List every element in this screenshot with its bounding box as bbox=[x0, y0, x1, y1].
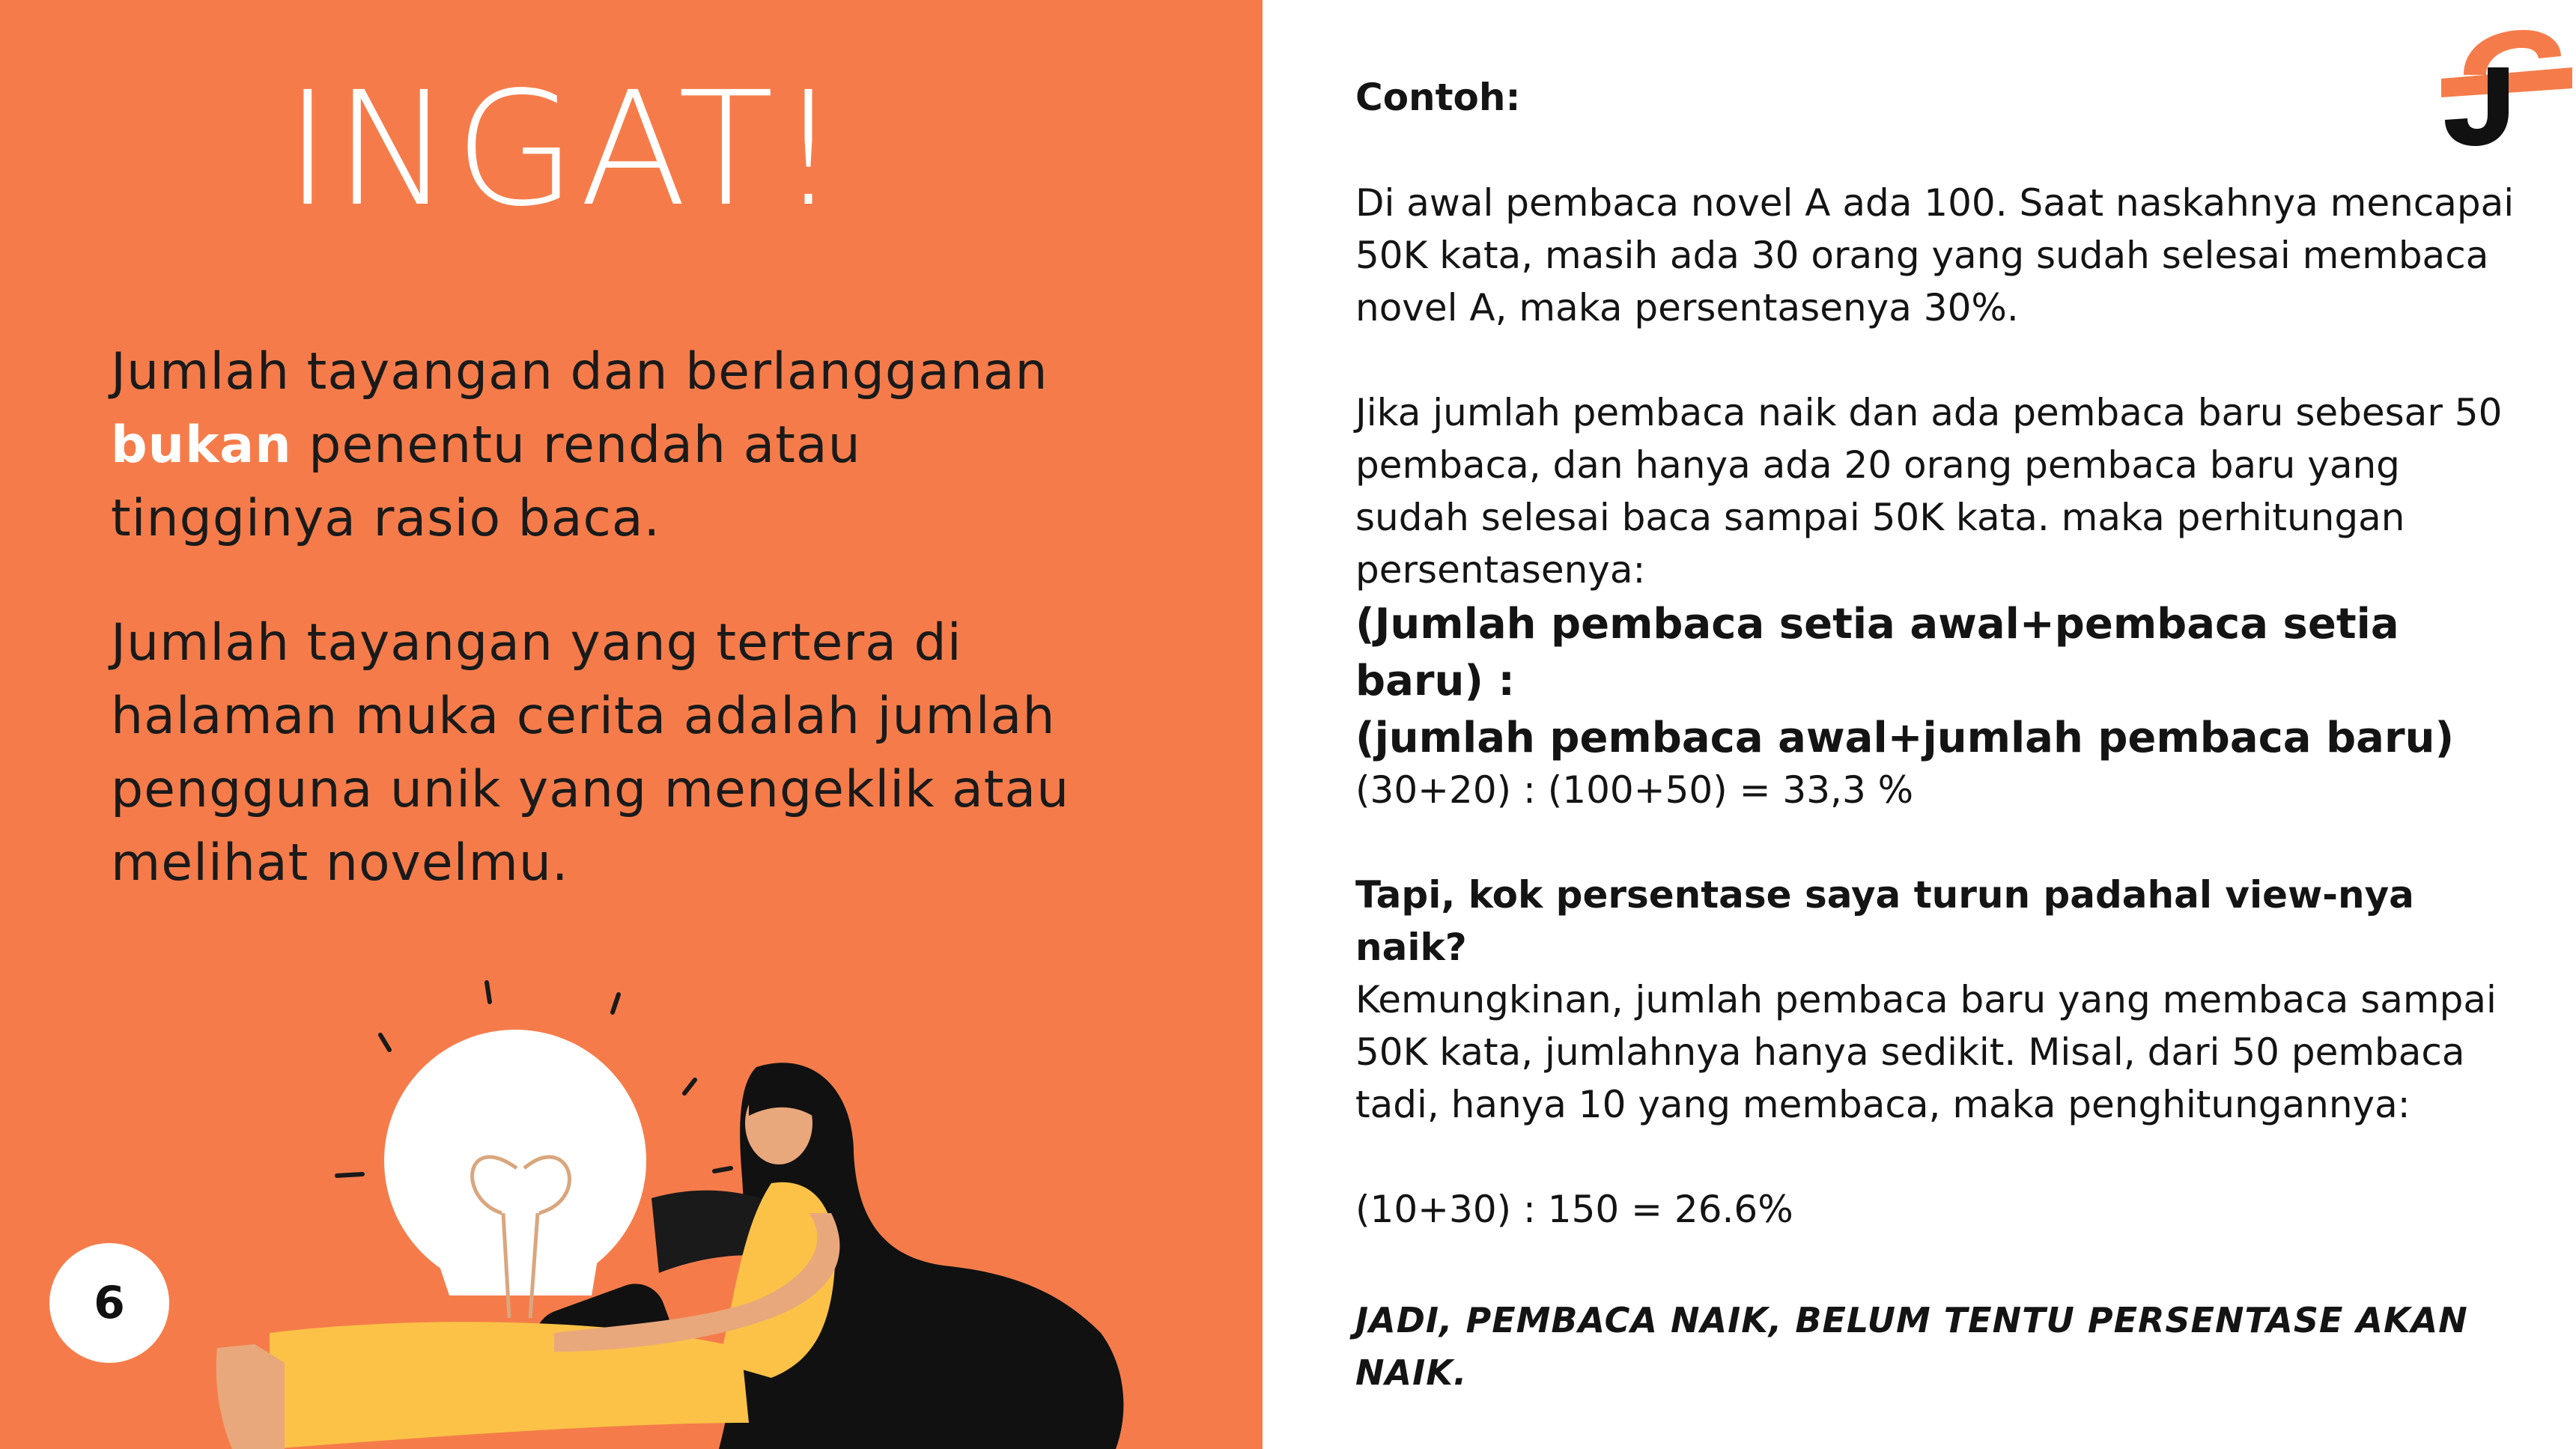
page-title: INGAT! bbox=[285, 58, 843, 241]
views-paragraph: Jumlah tayangan yang tertera di halaman muka cerita adalah jumlah pengguna unik yang mengeklik atau melihat novelmu. bbox=[111, 613, 1070, 893]
foot bbox=[216, 1344, 285, 1449]
intro-line-3: tingginya rasio baca. bbox=[111, 489, 661, 548]
intro-paragraph bbox=[111, 335, 1174, 556]
example-paragraph-2: Jika jumlah pembaca naik dan ada pembaca baru sebesar 50 pembaca, dan hanya ada 20 orang pembaca baru yang sudah selesai baca sampai 50K kata. maka perhitungan persentasenya: bbox=[1355, 391, 2503, 592]
calculation-1: (30+20) : (100+50) = 33,3 % bbox=[1355, 768, 1914, 812]
example-paragraph-1: Di awal pembaca novel A ada 100. Saat naskahnya mencapai 50K kata, masih ada 30 orang yang sudah selesai membaca novel A, maka persentasenya 30%. bbox=[1355, 181, 2515, 329]
example-paragraph-3: Kemungkinan, jumlah pembaca baru yang membaca sampai 50K kata, jumlahnya hanya sedikit. Misal, dari 50 pembaca tadi, hanya 10 yang membaca, maka penghitungannya: bbox=[1355, 978, 2497, 1126]
intro-line-1: Jumlah tayangan dan berlangganan bbox=[111, 342, 1048, 401]
formula bbox=[1355, 596, 2524, 767]
brand-logo-icon bbox=[2434, 22, 2576, 150]
conclusion: JADI, PEMBACA NAIK, BELUM TENTU PERSENTASE AKAN NAIK. bbox=[1355, 1300, 2468, 1393]
question-line: Tapi, kok persentase saya turun padahal view-nya naik? bbox=[1355, 873, 2414, 969]
example-title: Contoh: bbox=[1355, 76, 1521, 119]
left-panel bbox=[0, 0, 1263, 1449]
intro-line-2: penentu rendah atau bbox=[291, 416, 861, 475]
calculation-2: (10+30) : 150 = 26.6% bbox=[1355, 1188, 1793, 1231]
lightbulb-illustration bbox=[0, 944, 1263, 1449]
page-number-badge: 6 bbox=[49, 1243, 169, 1363]
formula-line-1: (Jumlah pembaca setia awal+pembaca setia baru) : bbox=[1355, 600, 2399, 705]
highlight-word: bukan bbox=[111, 416, 292, 475]
formula-line-2: (jumlah pembaca awal+jumlah pembaca baru) bbox=[1355, 714, 2455, 762]
